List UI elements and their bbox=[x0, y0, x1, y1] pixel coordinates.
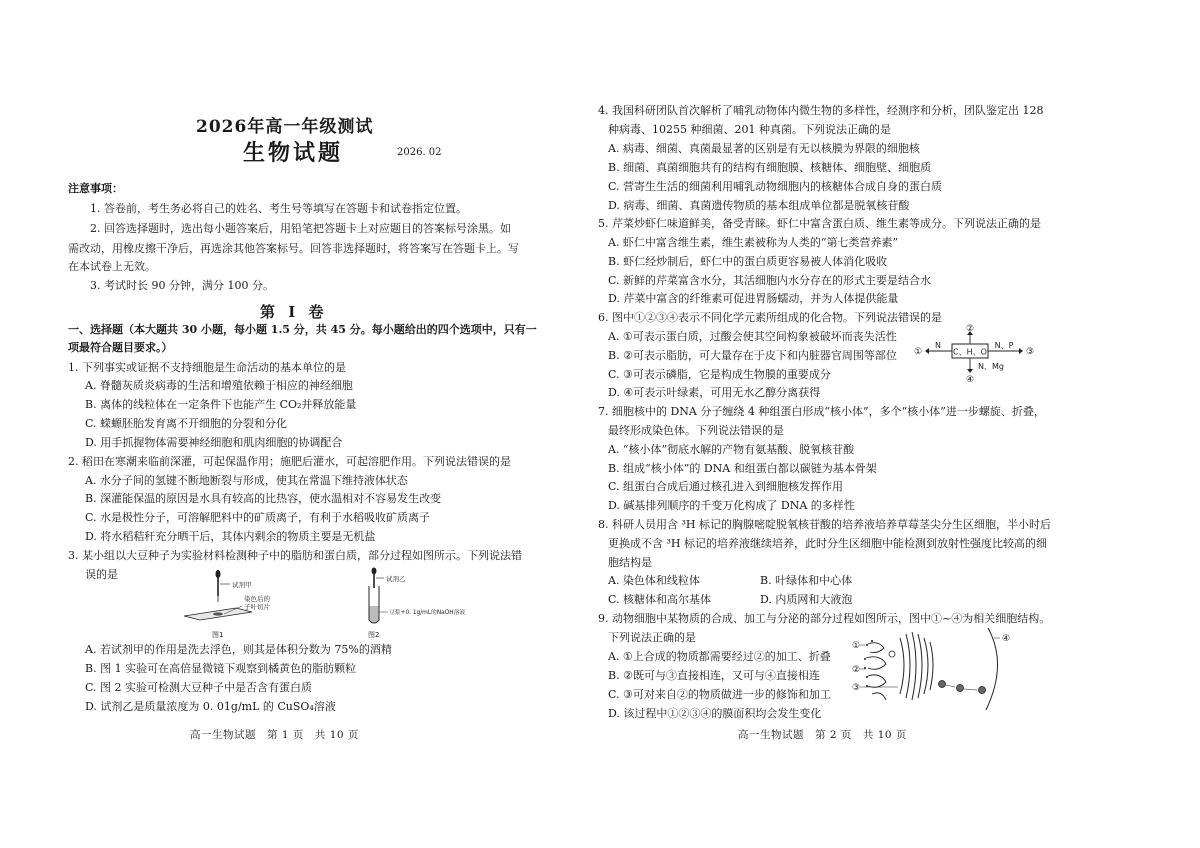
q9-circled-2: ② bbox=[852, 665, 861, 675]
q9-option-a: A. ①上合成的物质都需要经过②的加工、折叠 bbox=[608, 650, 831, 663]
section-heading-line-1: 一、选择题（本大题共 30 小题，每小题 1.5 分，共 45 分。每小题给出的四个选项中，只有一 bbox=[68, 323, 537, 336]
q3-option-b: B. 图 1 实验可在高倍显微镜下观察到橘黄色的脂肪颗粒 bbox=[85, 662, 357, 675]
fig2-test-tube bbox=[369, 586, 379, 623]
q5-option-a: A. 虾仁中富含维生素，维生素被称为人类的“第七类营养素” bbox=[608, 236, 899, 249]
q7-option-b: B. 组成“核小体”的 DNA 和组蛋白都以碳链为基本骨架 bbox=[608, 462, 877, 475]
notice-item-2-line-3: 在本试卷上无效。 bbox=[68, 260, 156, 273]
notice-item-1: 1. 答卷前，考生务必将自己的姓名、考生号等填写在答题卡和试卷指定位置。 bbox=[90, 202, 467, 215]
right-page-footer: 高一生物试题 第 2 页 共 10 页 bbox=[738, 729, 907, 741]
fig1-slice-label-line-1: 染色后的 bbox=[244, 595, 270, 603]
q9-option-c: C. ③可对来自②的物质做进一步的修饰和加工 bbox=[608, 688, 831, 701]
q5-option-d: D. 芹菜中富含的纤维素可促进胃肠蠕动，并为人体提供能量 bbox=[608, 292, 899, 305]
q9-stem-line-1: 9. 动物细胞中某物质的合成、加工与分泌的部分过程如图所示，图中①~④为相关细胞结构。 bbox=[598, 612, 1051, 625]
left-page bbox=[58, 0, 558, 848]
q1-option-c: C. 蝾螈胚胎发育离不开细胞的分裂和分化 bbox=[85, 417, 288, 430]
fig2-mixture-label: 豆浆+0. 1g/mL的NaOH溶液 bbox=[389, 610, 466, 616]
q9-stem-line-2: 下列说法正确的是 bbox=[608, 631, 696, 644]
q6-option-b: B. ②可表示脂肪，可大量存在于皮下和内脏器官周围等部位 bbox=[608, 349, 897, 362]
q8-stem-line-2: 更换成不含 ³H 标记的培养液继续培养，此时分生区细胞中能检测到放射性强度比较高的细 bbox=[608, 537, 1047, 550]
q6-circled-1: ① bbox=[913, 347, 923, 357]
er-structure bbox=[866, 643, 886, 700]
left-page-footer: 高一生物试题 第 1 页 共 10 页 bbox=[190, 729, 359, 741]
q3-option-c: C. 图 2 实验可检测大豆种子中是否含有蛋白质 bbox=[85, 681, 313, 694]
q9-circled-3: ③ bbox=[852, 683, 861, 693]
q9-circled-1: ① bbox=[852, 641, 861, 651]
ribosome-dots bbox=[864, 640, 873, 687]
fig1-dropper-icon bbox=[216, 570, 221, 602]
q8-stem-line-1: 8. 科研人员用含 ³H 标记的胸腺嘧啶脱氧核苷酸的培养液培养草莓茎尖分生区细胞，半小时后 bbox=[598, 518, 1051, 531]
q5-option-c: C. 新鲜的芹菜富含水分，其活细胞内水分存在的形式主要是结合水 bbox=[608, 274, 932, 287]
q4-stem-line-1: 4. 我国科研团队首次解析了哺乳动物体内微生物的多样性，经测序和分析，团队鉴定出 128 bbox=[598, 104, 1044, 117]
q4-option-b: B. 细菌、真菌细胞共有的结构有细胞膜、核糖体、细胞壁、细胞质 bbox=[608, 161, 932, 174]
q4-option-c: C. 营寄生生活的细菌利用哺乳动物细胞内的核糖体合成自身的蛋白质 bbox=[608, 180, 943, 193]
q7-option-c: C. 组蛋白合成后通过核孔进入到细胞核发挥作用 bbox=[608, 480, 844, 493]
q1-option-a: A. 脊髓灰质炎病毒的生活和增殖依赖于相应的神经细胞 bbox=[85, 379, 353, 392]
q2-option-a: A. 水分子间的氢键不断地断裂与形成，使其在常温下维持液体状态 bbox=[85, 474, 408, 487]
q6-center-box-label: C、H、O bbox=[953, 347, 987, 357]
q5-stem: 5. 芹菜炒虾仁味道鲜美，备受青睐。虾仁中富含蛋白质、维生素等成分。下列说法正确的是 bbox=[598, 217, 1041, 230]
q2-option-c: C. 水是极性分子，可溶解肥料中的矿质离子，有利于水稻吸收矿质离子 bbox=[85, 511, 431, 524]
q1-option-b: B. 离体的线粒体在一定条件下也能产生 CO₂并释放能量 bbox=[85, 398, 357, 411]
q3-stem-line-1: 3. 某小组以大豆种子为实验材料检测种子中的脂肪和蛋白质，部分过程如图所示。下列说法错 bbox=[68, 549, 522, 562]
q7-stem-line-2: 最终形成染色体。下列说法错误的是 bbox=[608, 424, 784, 437]
q7-option-a: A. “核小体”彻底水解的产物有氨基酸、脱氧核苷酸 bbox=[608, 443, 855, 456]
q9-option-b: B. ②既可与③直接相连，又可与④直接相连 bbox=[608, 669, 820, 682]
fig2-caption: 图2 bbox=[368, 631, 380, 639]
q6-bottom-element: N、Mg bbox=[978, 362, 1004, 371]
exam-date: 2026. 02 bbox=[397, 147, 442, 158]
q1-option-d: D. 用手抓握物体需要神经细胞和肌肉细胞的协调配合 bbox=[85, 436, 343, 449]
q6-stem: 6. 图中①②③④表示不同化学元素所组成的化合物。下列说法错误的是 bbox=[598, 311, 942, 324]
q2-option-b: B. 深灌能保温的原因是水具有较高的比热容，使水温相对不容易发生改变 bbox=[85, 492, 442, 505]
q2-stem: 2. 稻田在寒潮来临前深灌，可起保温作用；施肥后灌水，可起溶肥作用。下列说法错误的是 bbox=[68, 455, 511, 468]
subject-title: 生物试题 bbox=[243, 140, 344, 166]
volume-title: 第 Ⅰ 卷 bbox=[260, 303, 328, 321]
q7-stem-line-1: 7. 细胞核中的 DNA 分子缠绕 4 种组蛋白形成“核小体”，多个“核小体”进一步螺旋、折叠， bbox=[598, 405, 1045, 418]
notice-heading: 注意事项： bbox=[68, 182, 123, 195]
q3-option-a: A. 若试剂甲的作用是洗去浮色，则其是体积分数为 75%的酒精 bbox=[85, 643, 392, 656]
fig1-slice-label-line-2: 子叶切片 bbox=[244, 603, 270, 611]
fig1-caption: 图1 bbox=[212, 631, 224, 639]
notice-item-3: 3. 考试时长 90 分钟，满分 100 分。 bbox=[90, 279, 274, 292]
q6-option-d: D. ④可表示叶绿素，可用无水乙醇分离获得 bbox=[608, 386, 821, 399]
golgi-structure bbox=[900, 632, 933, 700]
q9-organelle-diagram bbox=[848, 624, 1018, 714]
q6-circled-3: ③ bbox=[1025, 347, 1035, 357]
notice-item-2-line-1: 2. 回答选择题时，选出每小题答案后，用铅笔把答题卡上对应题目的答案标号涂黑。如 bbox=[90, 222, 511, 235]
q9-option-d: D. 该过程中①②③④的膜面积均会发生变化 bbox=[608, 707, 822, 720]
q3-stem-line-2: 误的是 bbox=[85, 568, 118, 581]
q1-stem: 1. 下列事实或证据不支持细胞是生命活动的基本单位的是 bbox=[68, 361, 346, 374]
fig1-slide bbox=[184, 608, 252, 620]
q8-option-b: B. 叶绿体和中心体 bbox=[760, 574, 853, 587]
q6-right-element: N、P bbox=[994, 341, 1014, 350]
q2-option-d: D. 将水稻秸秆充分晒干后，其体内剩余的物质主要是无机盐 bbox=[85, 530, 376, 543]
q9-circled-4: ④ bbox=[1001, 634, 1011, 644]
right-page bbox=[598, 0, 1138, 848]
fig2-dropper-icon bbox=[372, 568, 377, 589]
q6-option-a: A. ①可表示蛋白质，过酸会使其空间构象被破坏而丧失活性 bbox=[608, 330, 897, 343]
q8-option-a: A. 染色体和线粒体 bbox=[608, 574, 700, 587]
q8-stem-line-3: 胞结构是 bbox=[608, 556, 652, 569]
q5-option-b: B. 虾仁经炒制后，虾仁中的蛋白质更容易被人体消化吸收 bbox=[608, 255, 888, 268]
q4-option-a: A. 病毒、细菌、真菌最显著的区别是有无以核膜为界限的细胞核 bbox=[608, 142, 920, 155]
q3-figure bbox=[178, 566, 468, 640]
q6-element-diagram bbox=[910, 322, 1038, 384]
q7-option-d: D. 碱基排列顺序的千变万化构成了 DNA 的多样性 bbox=[608, 499, 855, 512]
section-heading-line-2: 项最符合题目要求。） bbox=[68, 341, 173, 354]
exam-title: 2026年高一年级测试 bbox=[196, 117, 374, 137]
q6-circled-4: ④ bbox=[965, 375, 975, 384]
fig2-reagent-label: 试剂乙 bbox=[386, 575, 406, 583]
q4-option-d: D. 病毒、细菌、真菌遗传物质的基本组成单位都是脱氧核苷酸 bbox=[608, 199, 910, 212]
q4-stem-line-2: 种病毒、10255 种细菌、201 种真菌。下列说法正确的是 bbox=[608, 123, 891, 136]
q6-circled-2: ② bbox=[965, 324, 975, 334]
q6-left-element: N bbox=[935, 341, 941, 350]
q6-option-c: C. ③可表示磷脂，它是构成生物膜的重要成分 bbox=[608, 368, 831, 381]
fig1-reagent-label: 试剂甲 bbox=[232, 581, 252, 589]
q8-option-d: D. 内质网和大液泡 bbox=[760, 593, 853, 606]
notice-item-2-line-2: 需改动，用橡皮擦干净后，再选涂其他答案标号。回答非选择题时，将答案写在答题卡上。写 bbox=[68, 242, 519, 255]
q8-option-c: C. 核糖体和高尔基体 bbox=[608, 593, 712, 606]
q3-option-d: D. 试剂乙是质量浓度为 0. 01g/mL 的 CuSO₄溶液 bbox=[85, 700, 336, 713]
